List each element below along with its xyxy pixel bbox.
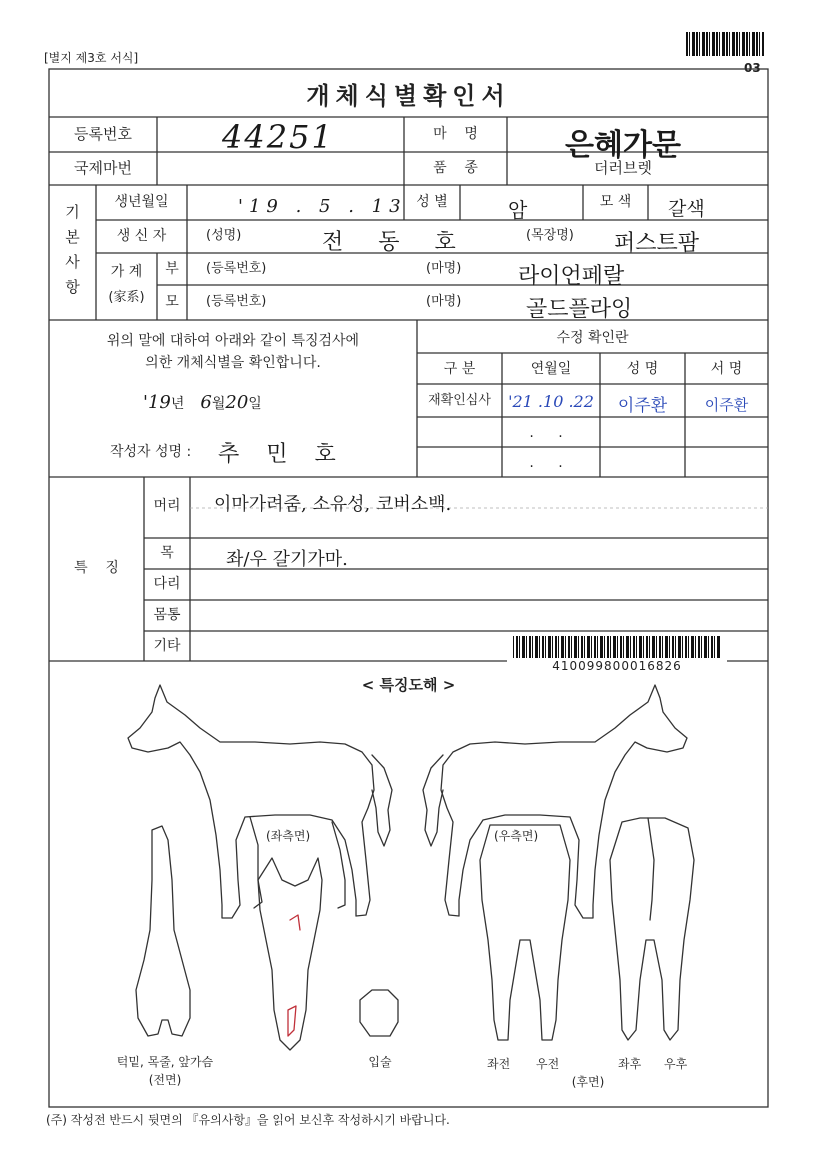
revision-row-name: 이주환 — [617, 396, 668, 416]
breed-label: 품 종 — [433, 160, 478, 176]
confirmation-text-line2: 의한 개체식별을 확인합니다. — [145, 355, 321, 371]
breeder-label: 생 신 자 — [116, 228, 167, 244]
date-year: '19 — [143, 392, 171, 413]
color-value: 갈색 — [668, 198, 705, 220]
rear-caption: (후면) — [571, 1075, 605, 1089]
hind-right-caption: 우후 — [664, 1057, 688, 1071]
sire-label: 부 — [165, 261, 179, 277]
breeder-name-value: 전 동 호 — [322, 230, 470, 255]
barcode-number: 410099800016826 — [552, 659, 682, 673]
dam-name-label: (마명) — [426, 294, 462, 309]
revision-row-sign: 이주환 — [704, 396, 749, 414]
left-horse-far-leg — [250, 817, 262, 908]
revision-header-division: 구 분 — [443, 361, 476, 377]
rear-tail — [648, 818, 654, 920]
basic-label-char: 본 — [65, 228, 80, 246]
date-day-unit: 일 — [248, 396, 262, 412]
footer-note: (주) 작성전 반드시 뒷면의 『유의사항』을 읽어 보신후 작성하시기 바랍니다. — [46, 1113, 450, 1127]
revision-row-date: '21 .10 .22 — [508, 392, 594, 411]
form-label: [별지 제3호 서식] — [44, 51, 139, 65]
intl-no-label: 국제마번 — [74, 159, 132, 177]
lips-caption: 입술 — [368, 1055, 392, 1069]
writer-label: 작성자 성명 : — [110, 444, 192, 460]
registration-no-value: 44251 — [222, 118, 334, 156]
date-month-unit: 월 — [211, 396, 226, 412]
feature-label-neck: 목 — [160, 545, 174, 561]
right-side-horse-outline — [441, 685, 687, 918]
head-front-outline — [258, 858, 322, 1050]
head-front-marking — [288, 915, 300, 1036]
front-right-caption: 우전 — [536, 1057, 560, 1071]
revision-title: 수정 확인란 — [556, 330, 629, 346]
breeder-name-label: (성명) — [206, 228, 242, 243]
basic-label-char: 항 — [65, 278, 80, 296]
front-view-outline — [136, 826, 190, 1036]
breed-value: 더러브렛 — [594, 159, 652, 177]
registration-no-label: 등록번호 — [74, 125, 132, 143]
diagram-title: < 특징도해 > — [361, 676, 456, 694]
basic-label-char: 사 — [65, 253, 80, 271]
sire-name-label: (마명) — [426, 261, 462, 276]
pedigree-label: 가 계 — [110, 264, 143, 280]
front-caption: 턱밑, 목줄, 앞가슴 — [116, 1055, 214, 1069]
dam-reg-no-label: (등록번호) — [206, 294, 267, 309]
hind-left-caption: 좌후 — [618, 1057, 642, 1071]
rear-view-outline — [610, 818, 694, 1040]
left-side-horse-outline — [128, 685, 374, 918]
left-horse-far-hind — [332, 822, 345, 908]
revision-header-date: 연월일 — [530, 361, 572, 377]
date-month: 6 — [200, 392, 212, 413]
sire-name-value: 라이언페랄 — [518, 264, 625, 289]
feature-label-head: 머리 — [153, 498, 181, 514]
document-title: 개체식별확인서 — [306, 82, 511, 110]
horse-name-value: 은혜가문 — [565, 128, 681, 163]
revision-row3-date: . . — [529, 455, 573, 471]
revision-row2-date: . . — [529, 425, 573, 441]
sire-reg-no-label: (등록번호) — [206, 261, 267, 276]
sex-value: 암 — [508, 198, 528, 222]
color-label: 모 색 — [599, 194, 632, 210]
right-side-caption: (우측면) — [494, 829, 539, 843]
right-horse-tail — [423, 755, 443, 846]
revision-row-division: 재확인심사 — [428, 393, 491, 408]
feature-label-legs: 다리 — [153, 576, 181, 592]
front-sub-caption: (전면) — [148, 1073, 182, 1087]
farm-label: (목장명) — [526, 228, 574, 243]
horse-name-label: 마 명 — [433, 126, 478, 142]
feature-label-other: 기타 — [153, 638, 181, 654]
dam-label: 모 — [165, 294, 179, 310]
revision-header-name: 성 명 — [626, 361, 659, 377]
front-legs-outline — [480, 825, 570, 1040]
left-side-caption: (좌측면) — [266, 829, 311, 843]
date-year-unit: 년 — [170, 396, 185, 412]
pedigree-hanja: (家系) — [108, 290, 145, 305]
dam-name-value: 골드플라잉 — [526, 297, 633, 322]
feature-value-head: 이마가려줌, 소유성, 코버소백. — [214, 494, 452, 515]
features-section-label: 특 징 — [74, 560, 119, 576]
date-day: 20 — [225, 392, 249, 413]
front-left-caption: 좌전 — [487, 1057, 511, 1071]
sex-label: 성 별 — [416, 194, 448, 210]
revision-header-sign: 서 명 — [710, 361, 743, 377]
left-horse-tail — [372, 755, 392, 846]
writer-signature: 추 민 호 — [218, 442, 346, 467]
lips-outline — [360, 990, 398, 1036]
birth-label: 생년월일 — [114, 194, 169, 210]
birth-value: '19 . 5 . 13 — [238, 196, 407, 217]
confirmation-text-line1: 위의 말에 대하여 아래와 같이 특징검사에 — [106, 333, 360, 349]
page-number: 03 — [744, 61, 761, 75]
farm-value: 퍼스트팜 — [614, 231, 700, 256]
basic-label-char: 기 — [65, 203, 80, 221]
feature-value-neck: 좌/우 갈기가마. — [226, 549, 348, 570]
feature-label-body: 몸통 — [153, 607, 181, 623]
